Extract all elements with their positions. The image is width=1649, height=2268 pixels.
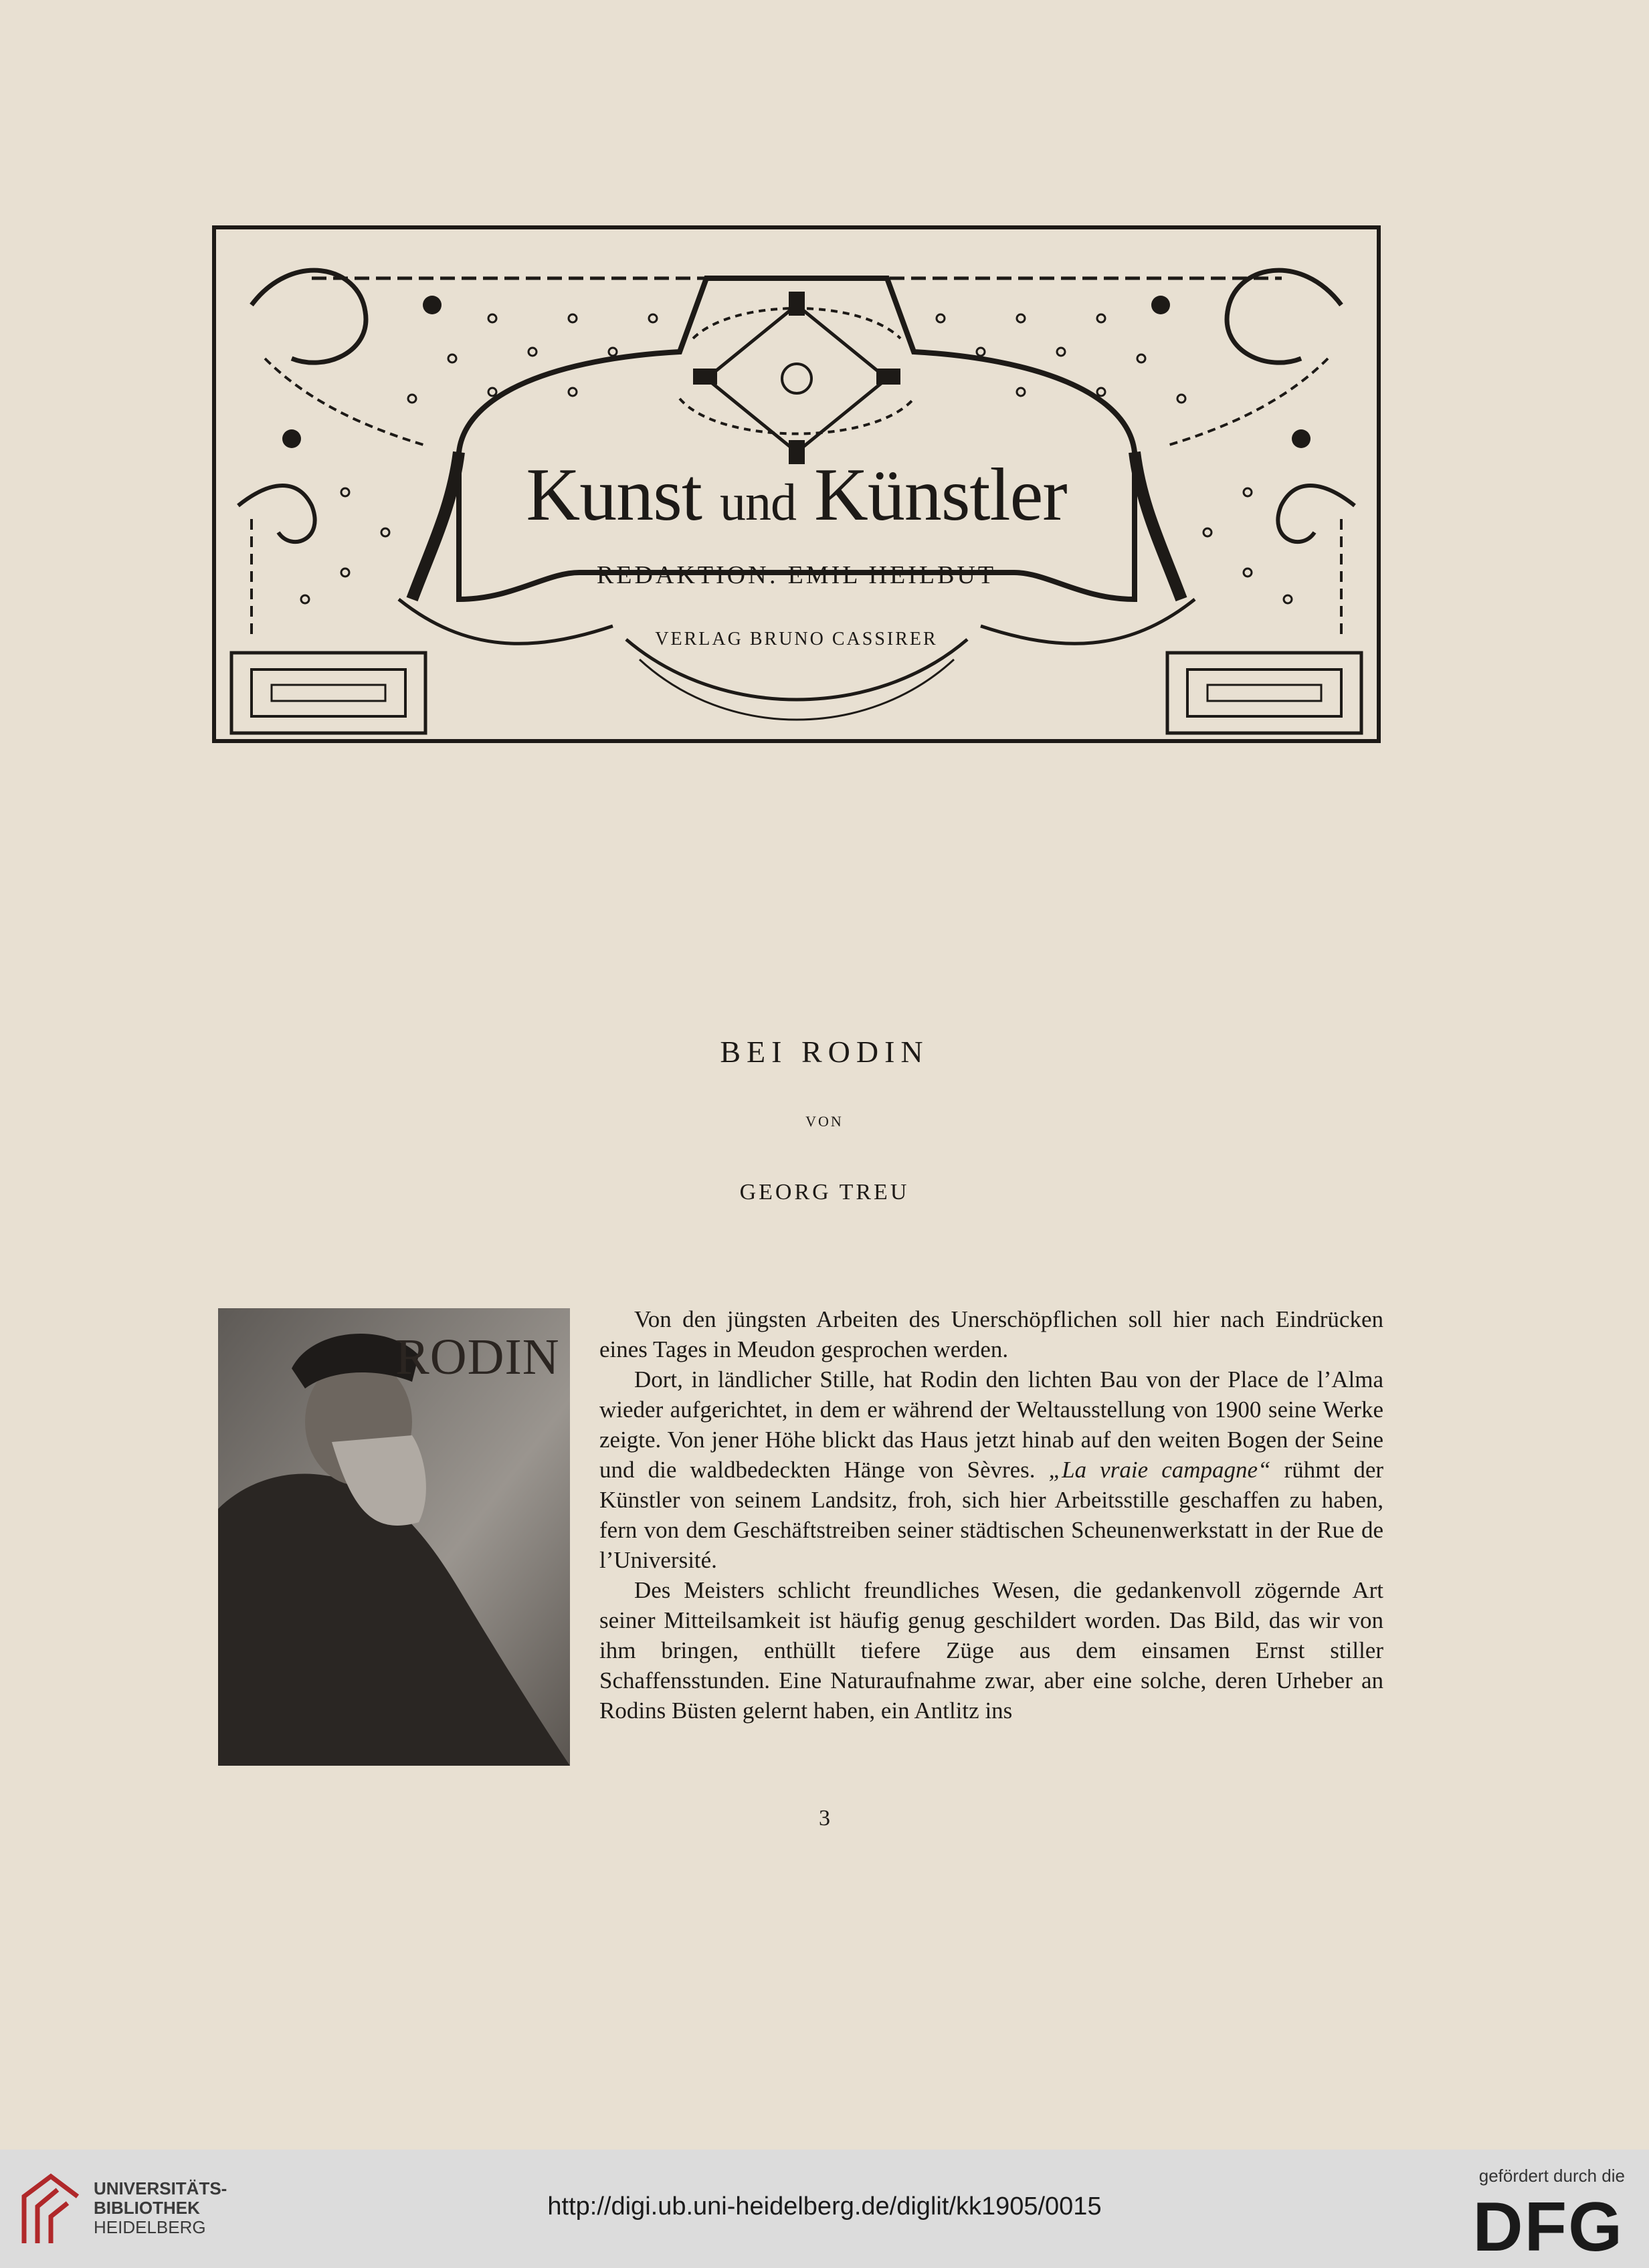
article-body [599,1304,1383,1726]
viewer-footer [0,2150,1649,2268]
page-number: 3 [819,1806,830,1831]
editor-line: REDAKTION: EMIL HEILBUT [596,561,997,589]
paragraph-2-italic: „La vraie campagne“ [1048,1457,1271,1483]
title-word-und: und [719,473,796,531]
article-byline-von: VON [805,1113,844,1130]
dfg-logo: DFG [1472,2188,1624,2266]
library-name-line-3: HEIDELBERG [94,2217,206,2237]
article-author: GEORG TREU [739,1180,910,1205]
article-title: BEI RODIN [720,1035,929,1069]
portrait-label: RODIN [395,1329,560,1385]
paragraph-2-part-2: rühmt der Künstler von seinem Landsitz, froh, sich hier Arbeitsstille geschaffen zu haben, fern von dem Geschäftstreiben seiner städtischen Scheunenwerkstatt in der Rue de l’Université. [599,1457,1384,1573]
library-name-line-1: UNIVERSITÄTS- [94,2178,227,2198]
rodin-portrait-photo [218,1308,570,1766]
magazine-title [211,453,1381,536]
permalink-url[interactable]: http://digi.ub.uni-heidelberg.de/diglit/kk1905/0015 [547,2192,1102,2221]
paragraph-2 [599,1364,1383,1575]
title-word-kuenstler: Künstler [813,453,1067,536]
masthead-ornament [211,225,1381,744]
paragraph-1: Von den jüngsten Arbeiten des Unerschöpflichen soll hier nach Eindrücken eines Tages in Meudon gesprochen werden. [599,1306,1383,1362]
paragraph-2-part-1: Dort, in ländlicher Stille, hat Rodin den lichten Bau von der Place de l’Alma wieder aufgerichtet, in dem er während der Weltausstellung von 1900 seine Werke zeigte. Von jener Höhe blickt das Haus jetzt hinab auf den weiten Bogen der Seine und die waldbedeckten Hänge von Sèvres. [599,1366,1383,1483]
publisher-line: VERLAG BRUNO CASSIRER [655,629,938,649]
title-word-kunst: Kunst [526,453,702,536]
funded-by-label: gefördert durch die [1478,2166,1625,2186]
library-name-line-2: BIBLIOTHEK [94,2198,200,2218]
paragraph-3: Des Meisters schlicht freundliches Wesen, die gedankenvoll zögernde Art seiner Mitteilsamkeit ist häufig genug geschildert worden. Das Bild, das wir von ihm bringen, enthüllt tiefere Züge aus dem einsamen Ernst stiller Schaffensstunden. Eine Naturaufnahme zwar, aber eine solche, deren Urheber an Rodins Büsten gelernt haben, ein Antlitz ins [599,1577,1383,1724]
